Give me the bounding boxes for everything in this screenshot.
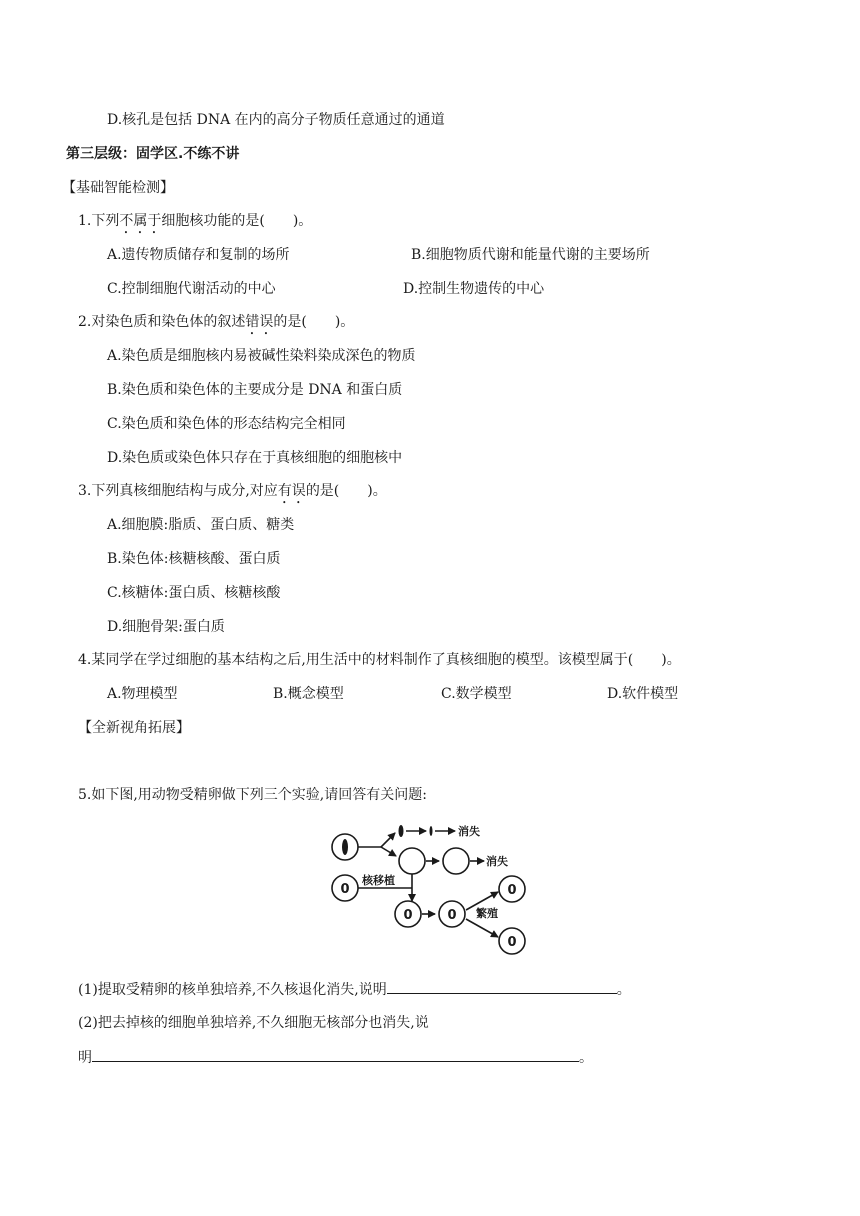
question-4-option-b[interactable]: B.概念模型 xyxy=(273,686,344,702)
question-5-sub-2-line-1: (2)把去掉核的细胞单独培养,不久细胞无核部分也消失,说 xyxy=(78,1015,429,1031)
question-3-stem-post: 的是( )。 xyxy=(305,483,387,499)
fertilized-egg-nucleus xyxy=(342,839,348,855)
question-5-sub-2-end: 。 xyxy=(579,1050,593,1066)
question-1-stem xyxy=(78,211,312,237)
enucleated-cell xyxy=(399,848,425,874)
question-2-stem xyxy=(78,312,354,338)
question-5-sub-2-line-2 xyxy=(78,1047,593,1068)
shrunken-nucleus xyxy=(430,826,433,836)
question-2-option-c[interactable]: C.染色质和染色体的形态结构完全相同 xyxy=(107,416,346,432)
question-2-stem-pre: 2.对染色质和染色体的叙述 xyxy=(78,314,246,330)
question-1-option-b[interactable]: B.细胞物质代谢和能量代谢的主要场所 xyxy=(411,247,650,263)
question-5-sub-1-answer-blank[interactable] xyxy=(387,979,617,994)
question-1-option-c[interactable]: C.控制细胞代谢活动的中心 xyxy=(107,281,276,297)
diagram-label-disappear-2: 消失 xyxy=(486,855,508,868)
question-2-option-d[interactable]: D.染色质或染色体只存在于真核细胞的细胞核中 xyxy=(107,450,403,466)
question-5-sub-1-text: (1)提取受精卵的核单独培养,不久核退化消失,说明 xyxy=(78,982,387,998)
question-3-option-b[interactable]: B.染色体:核糖核酸、蛋白质 xyxy=(107,551,281,567)
question-4-option-a[interactable]: A.物理模型 xyxy=(107,686,178,702)
offspring-lower-nucleus-mark: 0 xyxy=(507,935,517,950)
question-3-stem xyxy=(78,481,387,507)
question-4-option-d[interactable]: D.软件模型 xyxy=(607,686,679,702)
question-2-option-b[interactable]: B.染色质和染色体的主要成分是 DNA 和蛋白质 xyxy=(107,382,403,398)
question-1-stem-pre: 1.下列 xyxy=(78,213,120,229)
question-5-stem: 5.如下图,用动物受精卵做下列三个实验,请回答有关问题: xyxy=(78,787,427,803)
question-3-stem-pre: 3.下列真核细胞结构与成分,对应 xyxy=(78,483,278,499)
offspring-upper-nucleus-mark: 0 xyxy=(507,883,517,898)
question-1-option-d[interactable]: D.控制生物遗传的中心 xyxy=(403,281,545,297)
diagram-label-disappear-1: 消失 xyxy=(458,825,480,838)
question-1-option-a[interactable]: A.遗传物质储存和复制的场所 xyxy=(107,247,290,263)
diagram-label-transplant: 核移植 xyxy=(362,874,395,887)
question-2-emphasis: 错误 xyxy=(245,314,274,330)
question-4-option-c[interactable]: C.数学模型 xyxy=(441,686,512,702)
question-1-stem-post: 细胞核功能的是( )。 xyxy=(161,213,313,229)
question-2-option-a[interactable]: A.染色质是细胞核内易被碱性染料染成深色的物质 xyxy=(107,348,416,364)
question-4-stem: 4.某同学在学过细胞的基本结构之后,用生活中的材料制作了真核细胞的模型。该模型属于( )。 xyxy=(78,652,681,668)
egg-experiment-diagram xyxy=(326,823,536,957)
donor-nucleus-mark: 0 xyxy=(340,882,350,897)
question-5-sub-1 xyxy=(78,979,631,1000)
level3-heading: 第三层级：固学区.不练不讲 xyxy=(66,146,240,162)
question-3-emphasis: 有误 xyxy=(277,483,306,499)
question-3-option-a[interactable]: A.细胞膜:脂质、蛋白质、糖类 xyxy=(107,517,295,533)
isolated-nucleus xyxy=(399,825,404,837)
nucleus-branch-arrow xyxy=(381,833,395,847)
section-new-heading: 【全新视角拓展】 xyxy=(78,720,190,736)
question-5-sub-2-text: 明 xyxy=(78,1050,92,1066)
reconstructed-nucleus-mark: 0 xyxy=(403,908,413,923)
question-3-option-d[interactable]: D.细胞骨架:蛋白质 xyxy=(107,619,225,635)
question-5-sub-2-answer-blank[interactable] xyxy=(92,1047,579,1062)
question-1-emphasis: 不属于 xyxy=(119,213,162,229)
reproduce-down-arrow xyxy=(466,919,498,937)
enucleated-cell-later xyxy=(443,848,469,874)
prev-question-option-d: D.核孔是包括 DNA 在内的高分子物质任意通过的通道 xyxy=(107,112,445,128)
section-basic-heading: 【基础智能检测】 xyxy=(62,180,174,196)
cytoplasm-branch-arrow xyxy=(381,847,396,856)
question-5-sub-1-end: 。 xyxy=(616,982,631,998)
question-3-option-c[interactable]: C.核糖体:蛋白质、核糖核酸 xyxy=(107,585,281,601)
diagram-label-reproduce: 繁殖 xyxy=(476,907,498,920)
question-2-stem-post: 的是( )。 xyxy=(273,314,355,330)
dividing-nucleus-mark: 0 xyxy=(447,908,457,923)
